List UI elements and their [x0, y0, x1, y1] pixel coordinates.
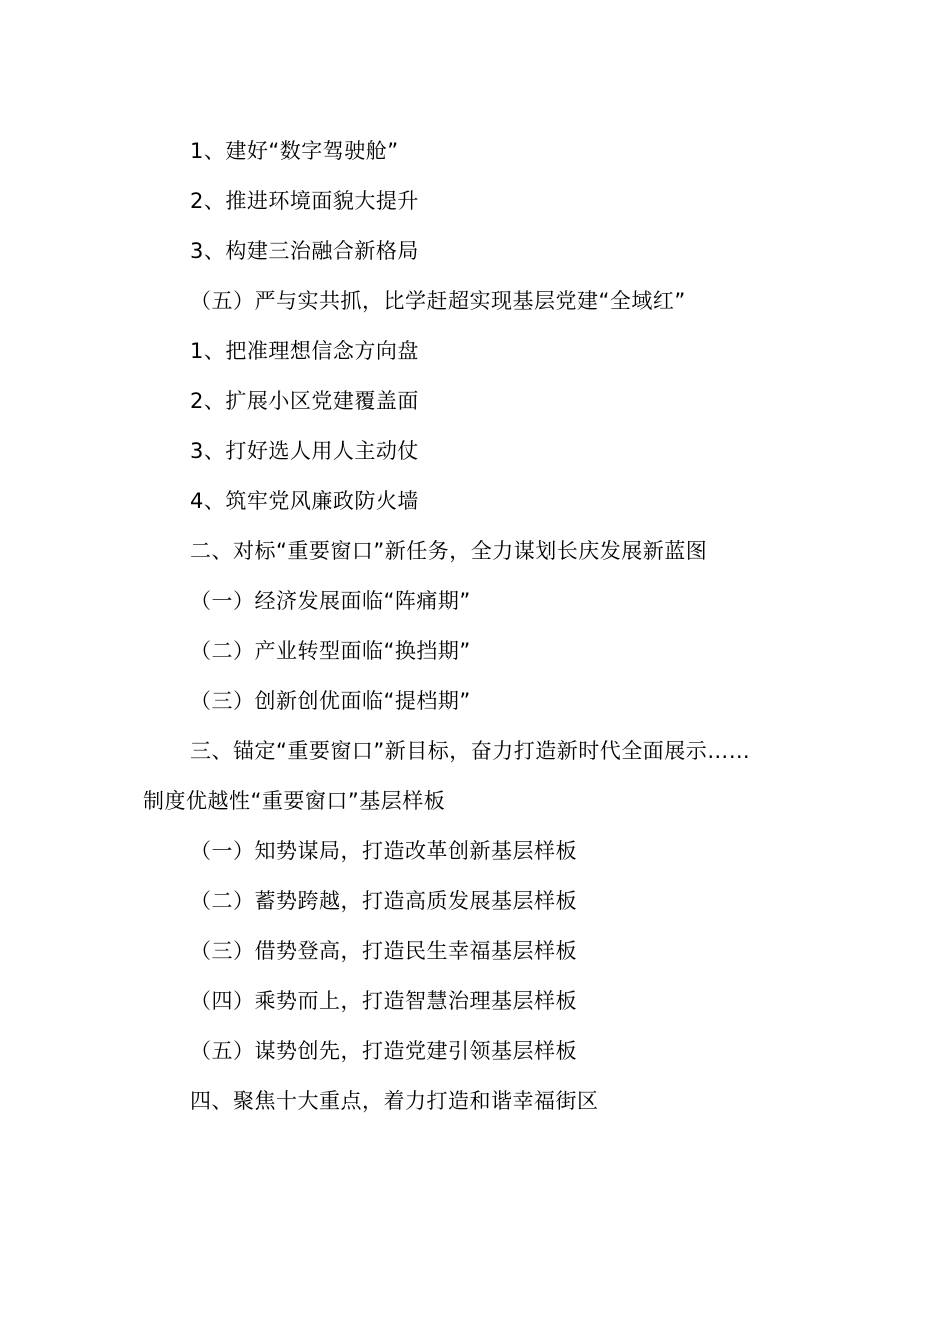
subheading-1-reform: （一）知势谋局，打造改革创新基层样板	[190, 839, 577, 863]
subheading-4-smart-governance: （四）乘势而上，打造智慧治理基层样板	[190, 989, 577, 1013]
item-3-governance: 3、构建三治融合新格局	[190, 239, 419, 263]
heading-3-new-goals: 三、锚定“重要窗口”新目标，奋力打造新时代全面展示……	[190, 739, 751, 763]
heading-4-ten-priorities: 四、聚焦十大重点，着力打造和谐幸福街区	[190, 1089, 599, 1113]
subheading-3-innovation: （三）创新创优面临“提档期”	[190, 689, 471, 713]
section-5-party-building: （五）严与实共抓，比学赶超实现基层党建“全域红”	[190, 289, 686, 313]
item-1-digital-cockpit: 1、建好“数字驾驶舱”	[190, 139, 399, 163]
heading-2-new-tasks: 二、对标“重要窗口”新任务，全力谋划长庆发展新蓝图	[190, 539, 708, 563]
heading-3-continuation: 制度优越性“重要窗口”基层样板	[143, 789, 446, 813]
subheading-1-economy: （一）经济发展面临“阵痛期”	[190, 589, 471, 613]
subheading-3-livelihood: （三）借势登高，打造民生幸福基层样板	[190, 939, 577, 963]
subheading-2-development: （二）蓄势跨越，打造高质发展基层样板	[190, 889, 577, 913]
item-3-personnel: 3、打好选人用人主动仗	[190, 439, 419, 463]
subheading-2-industry: （二）产业转型面临“换挡期”	[190, 639, 471, 663]
item-2-community-coverage: 2、扩展小区党建覆盖面	[190, 389, 419, 413]
subheading-5-party-leadership: （五）谋势创先，打造党建引领基层样板	[190, 1039, 577, 1063]
item-1-ideals: 1、把准理想信念方向盘	[190, 339, 419, 363]
item-4-integrity: 4、筑牢党风廉政防火墙	[190, 489, 419, 513]
item-2-environment: 2、推进环境面貌大提升	[190, 189, 419, 213]
